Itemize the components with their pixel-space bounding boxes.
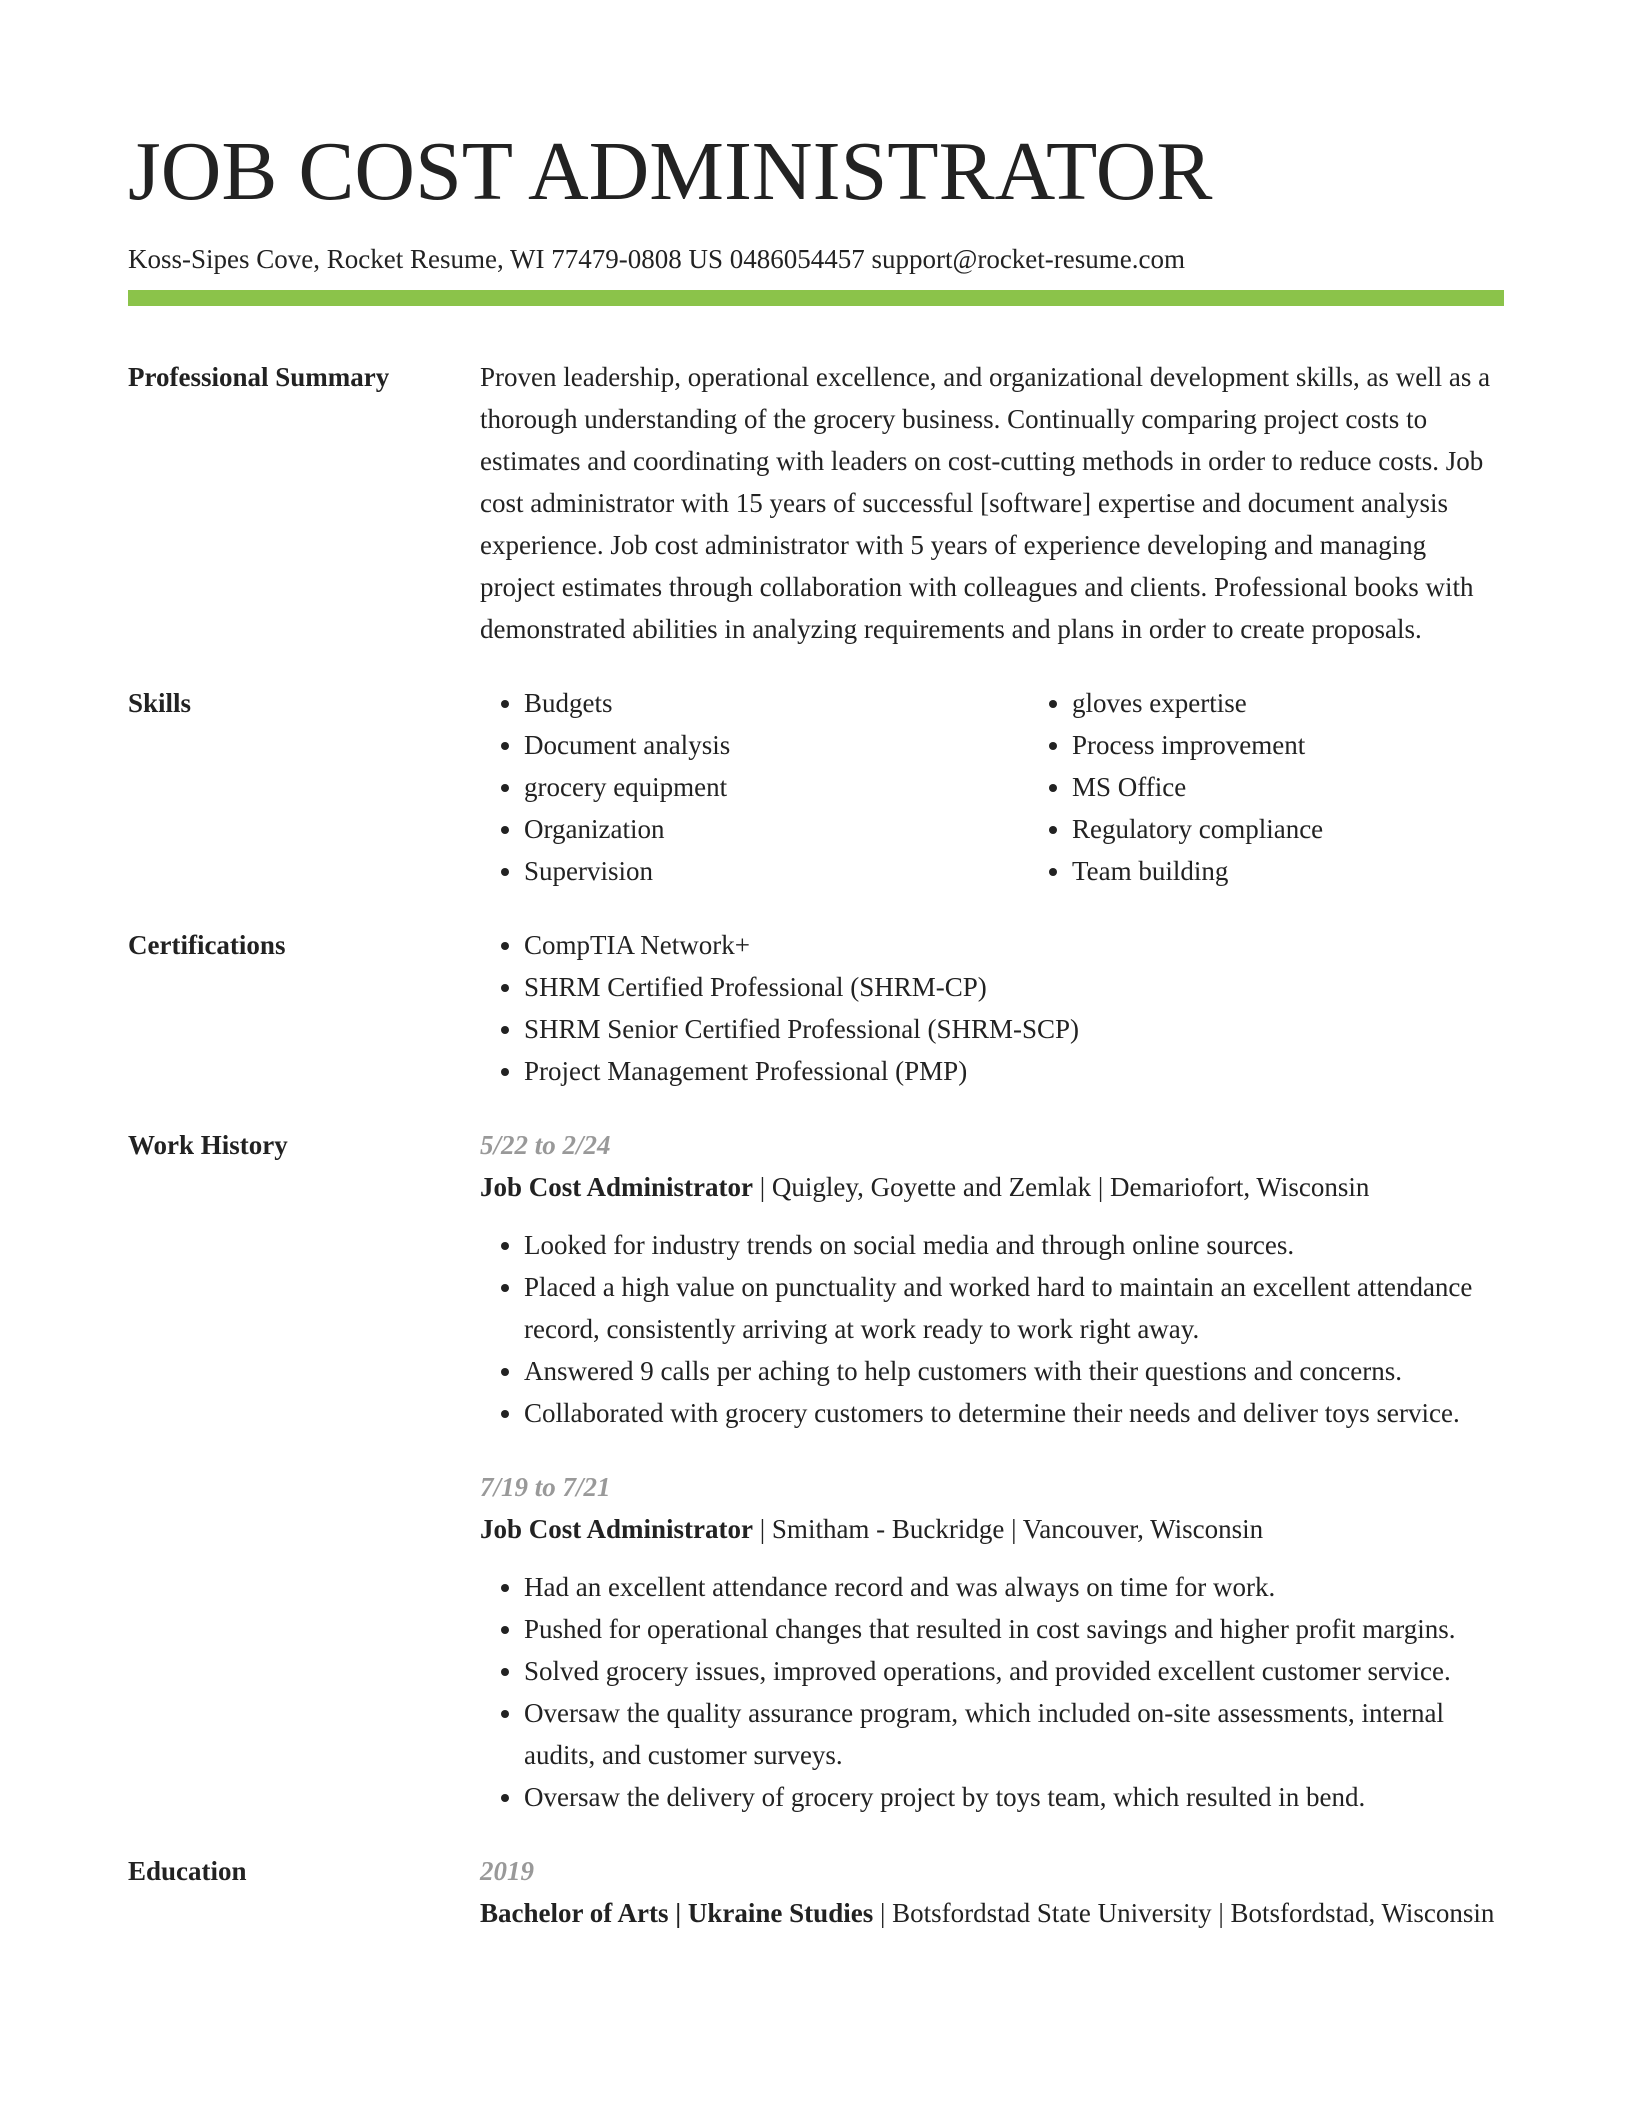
- job-bullets: [480, 1566, 1504, 1818]
- list-item: • Process improvement: [1072, 724, 1576, 766]
- list-item: • Supervision: [524, 850, 1028, 892]
- education-heading: [480, 1892, 1504, 1934]
- section-body: [480, 1850, 1504, 1934]
- list-item: • Project Management Professional (PMP): [524, 1050, 1504, 1092]
- job-role: Job Cost Administrator: [480, 1514, 754, 1544]
- section-body: [480, 924, 1504, 1092]
- list-item: • grocery equipment: [524, 766, 1028, 808]
- job-entry: [480, 1466, 1504, 1818]
- list-item: • gloves expertise: [1072, 682, 1576, 724]
- list-item: • Had an excellent attendance record and was always on time for work.: [524, 1566, 1504, 1608]
- list-item: • CompTIA Network+: [524, 924, 1504, 966]
- section-work-history: [128, 1124, 1504, 1818]
- list-item: • Document analysis: [524, 724, 1028, 766]
- list-item: • Regulatory compliance: [1072, 808, 1576, 850]
- job-heading: [480, 1508, 1504, 1550]
- accent-divider: [128, 290, 1504, 306]
- list-item: • Collaborated with grocery customers to determine their needs and deliver toys service.: [524, 1392, 1504, 1434]
- education-date: 2019: [480, 1856, 534, 1886]
- list-item: • Oversaw the quality assurance program, which included on-site assessments, internal audits, and customer surveys.: [524, 1692, 1504, 1776]
- list-item: • Answered 9 calls per aching to help customers with their questions and concerns.: [524, 1350, 1504, 1392]
- list-item: • MS Office: [1072, 766, 1576, 808]
- section-skills: [128, 682, 1504, 892]
- section-title: Skills: [128, 688, 192, 718]
- section-title: Education: [128, 1856, 247, 1886]
- list-item: • SHRM Senior Certified Professional (SHRM-SCP): [524, 1008, 1504, 1050]
- section-title: Certifications: [128, 930, 286, 960]
- list-item: • Organization: [524, 808, 1028, 850]
- section-education: [128, 1850, 1504, 1934]
- section-body: [480, 356, 1504, 650]
- resume-page: [128, 0, 1504, 1934]
- skills-list-right: [1028, 682, 1576, 892]
- list-item: • Pushed for operational changes that resulted in cost savings and higher profit margins.: [524, 1608, 1504, 1650]
- summary-text: Proven leadership, operational excellence, and organizational development skills, as well as a thorough understanding of the grocery business. Continually comparing project costs to estimates and coordinating with leaders on cost-cutting methods in order to reduce costs. Job cost administrator with 15 years of successful [software] expertise and document analysis experience. Job cost administrator with 5 years of experience developing and managing project estimates through collaboration with colleagues and clients. Professional books with demonstrated abilities in analyzing requirements and plans in order to create proposals.: [480, 362, 1491, 644]
- job-heading: [480, 1166, 1504, 1208]
- skills-columns: [480, 682, 1576, 892]
- section-body: [480, 1124, 1504, 1818]
- resume-name: JOB COST ADMINISTRATOR: [128, 125, 1213, 218]
- job-date: 5/22 to 2/24: [480, 1130, 611, 1160]
- list-item: • Budgets: [524, 682, 1028, 724]
- list-item: • Looked for industry trends on social media and through online sources.: [524, 1224, 1504, 1266]
- job-entry: [480, 1124, 1504, 1434]
- job-details: | Smitham - Buckridge | Vancouver, Wisconsin: [753, 1514, 1264, 1544]
- job-details: | Quigley, Goyette and Zemlak | Demariofort, Wisconsin: [753, 1172, 1370, 1202]
- job-bullets: [480, 1224, 1504, 1434]
- job-role: Job Cost Administrator: [480, 1172, 754, 1202]
- list-item: • Solved grocery issues, improved operations, and provided excellent customer service.: [524, 1650, 1504, 1692]
- section-title: Work History: [128, 1130, 288, 1160]
- list-item: • SHRM Certified Professional (SHRM-CP): [524, 966, 1504, 1008]
- job-date: 7/19 to 7/21: [480, 1472, 611, 1502]
- skills-list-left: [480, 682, 1028, 892]
- section-professional-summary: [128, 356, 1504, 650]
- education-details: | Botsfordstad State University | Botsfordstad, Wisconsin: [873, 1898, 1495, 1928]
- certifications-list: [480, 924, 1504, 1092]
- list-item: • Team building: [1072, 850, 1576, 892]
- contact-line: Koss-Sipes Cove, Rocket Resume, WI 77479-0808 US 0486054457 support@rocket-resume.com: [128, 244, 1185, 274]
- list-item: • Oversaw the delivery of grocery project by toys team, which resulted in bend.: [524, 1776, 1504, 1818]
- section-title: Professional Summary: [128, 362, 390, 392]
- section-certifications: [128, 924, 1504, 1092]
- list-item: • Placed a high value on punctuality and worked hard to maintain an excellent attendance record, consistently arriving at work ready to work right away.: [524, 1266, 1504, 1350]
- education-degree: Bachelor of Arts | Ukraine Studies: [480, 1898, 874, 1928]
